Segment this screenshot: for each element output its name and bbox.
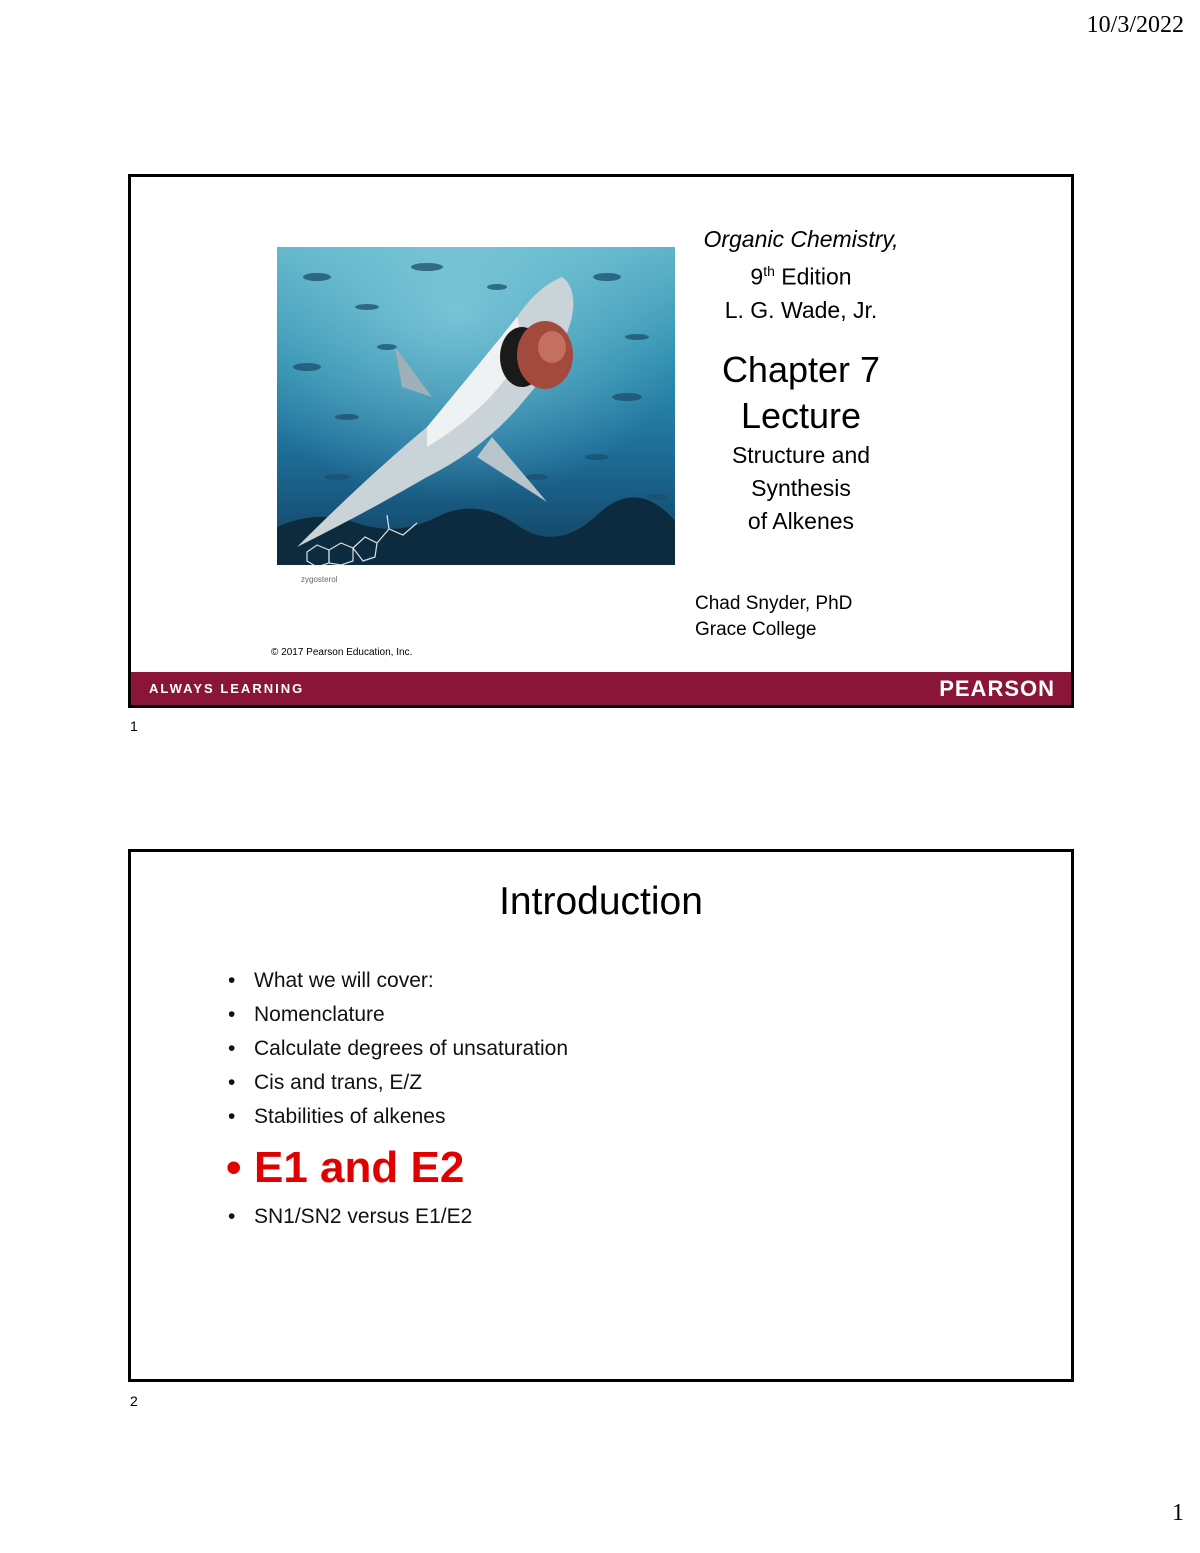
- slide-title: Introduction: [499, 880, 703, 923]
- bullet-item: • Stabilities of alkenes: [226, 1100, 568, 1134]
- edition: [671, 255, 931, 294]
- bullet-item: • Nomenclature: [226, 998, 568, 1032]
- shark-illustration: [277, 247, 675, 565]
- footer-bar: [131, 672, 1071, 705]
- subtitle-line: Synthesis: [751, 474, 851, 501]
- book-title: Organic Chemistry,: [703, 226, 899, 252]
- pearson-logo: PEARSON: [939, 675, 1055, 701]
- subtitle-line: Structure and: [731, 441, 871, 468]
- chapter-line-1: Chapter 7: [721, 348, 881, 390]
- molecule-caption: zygosterol: [301, 575, 338, 584]
- edition-suffix: th: [763, 263, 775, 279]
- slide-number: 2: [130, 1393, 138, 1409]
- bullet-item: • What we will cover:: [226, 964, 568, 998]
- presenter-info: [695, 591, 852, 643]
- copyright-text: © 2017 Pearson Education, Inc.: [271, 647, 413, 658]
- slide-2: [128, 849, 1074, 1382]
- chapter-line-2: Lecture: [740, 394, 862, 436]
- bullet-item: • Calculate degrees of unsaturation: [226, 1032, 568, 1066]
- edition-number: 9: [750, 263, 764, 290]
- page-date: 10/3/2022: [1086, 12, 1184, 38]
- author: L. G. Wade, Jr.: [724, 296, 878, 323]
- bullet-list: [226, 964, 568, 1234]
- subtitle-line: of Alkenes: [747, 507, 855, 534]
- bullet-item: • SN1/SN2 versus E1/E2: [226, 1200, 568, 1234]
- presenter-name: Chad Snyder, PhD: [695, 593, 853, 614]
- footer-tagline: ALWAYS LEARNING: [149, 681, 305, 696]
- book-info: [671, 223, 931, 538]
- slide-number: 1: [130, 718, 138, 734]
- presenter-org: Grace College: [695, 619, 817, 640]
- bullet-item: • Cis and trans, E/Z: [226, 1066, 568, 1100]
- shark-photo: [277, 247, 675, 565]
- slide-1: [128, 174, 1074, 708]
- edition-word: Edition: [774, 263, 852, 290]
- page-number: 1: [1172, 1500, 1184, 1526]
- bullet-item-highlighted: • E1 and E2: [226, 1140, 568, 1196]
- chapter-heading: [671, 347, 931, 439]
